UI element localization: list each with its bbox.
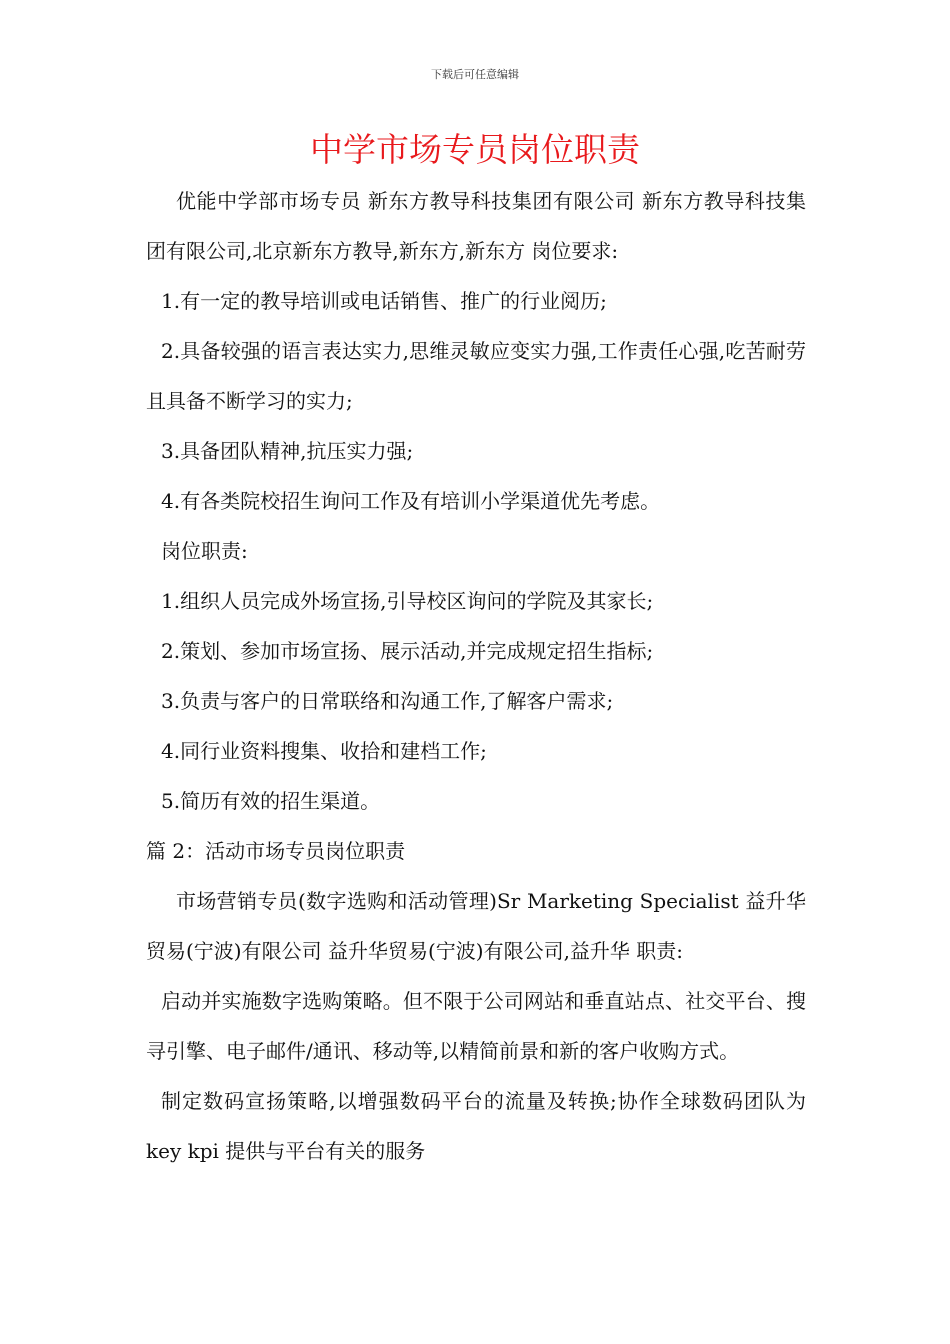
duty-1: 1.组织人员完成外场宣扬,引导校区询问的学院及其家长; bbox=[161, 589, 654, 613]
paragraph-intro: 优能中学部市场专员 新东方教导科技集团有限公司 新东方教导科技集团有限公司,北京新东方教导,新东方,新东方 岗位要求: bbox=[146, 189, 806, 263]
header-note: 下载后可任意编辑 bbox=[431, 68, 519, 81]
requirement-4: 4.有各类院校招生询问工作及有培训小学渠道优先考虑。 bbox=[161, 489, 661, 513]
paragraph-digital-promotion: 制定数码宣扬策略,以增强数码平台的流量及转换;协作全球数码团队为 key kpi 提供与平台有关的服务 bbox=[146, 1089, 806, 1163]
requirement-2: 2.具备较强的语言表达实力,思维灵敏应变实力强,工作责任心强,吃苦耐劳且具备不断学习的实力; bbox=[146, 339, 806, 413]
section-heading-duties: 岗位职责: bbox=[161, 539, 248, 563]
duty-3: 3.负责与客户的日常联络和沟通工作,了解客户需求; bbox=[161, 689, 614, 713]
duty-5: 5.简历有效的招生渠道。 bbox=[161, 789, 381, 813]
duty-2: 2.策划、参加市场宣扬、展示活动,并完成规定招生指标; bbox=[161, 639, 654, 663]
requirement-3: 3.具备团队精神,抗压实力强; bbox=[161, 439, 414, 463]
document-body bbox=[146, 176, 806, 1176]
paragraph-digital-strategy: 启动并实施数字选购策略。但不限于公司网站和垂直站点、社交平台、搜寻引擎、电子邮件/通讯、移动等,以精简前景和新的客户收购方式。 bbox=[146, 989, 806, 1063]
duty-4: 4.同行业资料搜集、收拾和建档工作; bbox=[161, 739, 487, 763]
requirement-1: 1.有一定的教导培训或电话销售、推广的行业阅历; bbox=[161, 289, 607, 313]
paragraph-part-2-intro: 市场营销专员(数字选购和活动管理)Sr Marketing Specialist 益升华贸易(宁波)有限公司 益升华贸易(宁波)有限公司,益升华 职责: bbox=[146, 889, 806, 963]
document-title: 中学市场专员岗位职责 bbox=[310, 130, 640, 169]
section-heading-part-2: 篇 2：活动市场专员岗位职责 bbox=[146, 839, 406, 863]
